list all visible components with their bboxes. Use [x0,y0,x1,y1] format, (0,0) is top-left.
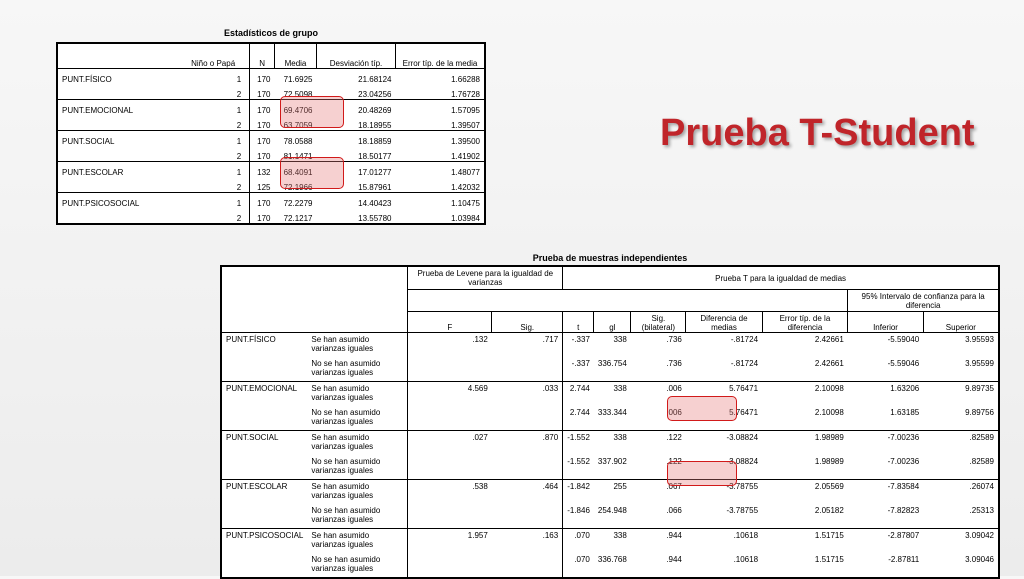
cell-variable [221,455,307,480]
group-statistics-table [56,42,486,225]
cell-sig: .033 [492,382,563,407]
ci-header: 95% Intervalo de confianza para la diferencia [848,290,999,312]
cell-n: 170 [250,193,275,209]
cell-se: 1.48077 [396,162,486,178]
cell-diff: 5.76471 [729,408,759,417]
cell-sd: 21.68124 [317,69,396,85]
cell-f: .027 [408,431,492,456]
cell-sd: 18.18955 [358,121,392,130]
cell-diff: -.81724 [730,359,759,368]
cell-sig2: .006 [631,382,686,407]
table-row [221,357,999,382]
cell-upper: 9.89756 [965,408,994,417]
cell-variable [221,406,307,431]
cell-f: .538 [408,480,492,505]
cell-f: 4.569 [408,382,492,407]
cell-f [408,504,492,529]
cell-mean: 68.4091 [275,162,317,178]
group-statistics-caption: Estadísticos de grupo [223,28,319,38]
cell-assumption: No se han asumido varianzas iguales [307,406,408,431]
cell-se: 1.51715 [814,555,844,564]
col-header-3: gl [594,312,631,333]
cell-t: 2.744 [563,382,594,407]
cell-f [408,406,492,431]
cell-f [408,455,492,480]
table-row [221,504,999,529]
cell-gl: 333.344 [597,408,627,417]
cell-t: -1.842 [563,480,594,505]
independent-samples-caption: Prueba de muestras independientes [532,253,688,263]
slide-title: Prueba T-Student [660,112,975,154]
cell-group: 2 [218,115,250,131]
levene-header: Prueba de Levene para la igualdad de varianzas [408,266,563,290]
col-header-7: Inferior [848,312,923,333]
col-header-1: Sig. [492,312,563,333]
cell-f [408,553,492,578]
cell-se: 2.42661 [762,333,848,358]
cell-assumption: Se han asumido varianzas iguales [307,333,408,358]
cell-t: .070 [574,555,590,564]
col-n: N [250,43,275,69]
col-header-6: Error típ. de la diferencia [762,312,848,333]
cell-se: 1.98989 [762,431,848,456]
cell-lower: -2.87807 [848,529,923,554]
cell-mean: 63.7059 [283,121,313,130]
cell-sig [492,406,563,431]
cell-diff: -3.08824 [726,457,759,466]
cell-lower: 1.63206 [848,382,923,407]
cell-group: 1 [218,162,250,178]
cell-group: 2 [218,146,250,162]
col-header-0: F [408,312,492,333]
cell-se: 1.98989 [814,457,844,466]
cell-t: -1.846 [567,506,590,515]
cell-diff: .10618 [686,529,762,554]
cell-sig2: .944 [666,555,682,564]
cell-upper: 3.09042 [923,529,999,554]
cell-variable: PUNT.ESCOLAR [57,162,218,178]
table-row [57,100,485,116]
cell-mean: 78.0588 [275,131,317,147]
cell-diff: -.81724 [686,333,762,358]
cell-upper: 3.95599 [965,359,994,368]
cell-se: 1.57095 [396,100,486,116]
table-row [221,406,999,431]
cell-n: 170 [250,131,275,147]
col-header-2: t [563,312,594,333]
cell-sig2: .067 [631,480,686,505]
cell-assumption: Se han asumido varianzas iguales [307,431,408,456]
table-row [221,333,999,358]
cell-assumption: No se han asumido varianzas iguales [307,455,408,480]
cell-variable: PUNT.ESCOLAR [221,480,307,505]
cell-variable: PUNT.SOCIAL [221,431,307,456]
cell-gl: 255 [594,480,631,505]
cell-mean: 72.2279 [275,193,317,209]
cell-upper: 3.09046 [965,555,994,564]
cell-sig2: .122 [666,457,682,466]
cell-variable [57,84,218,100]
cell-variable [221,357,307,382]
cell-f: .132 [408,333,492,358]
cell-mean: 72.1966 [283,183,313,192]
cell-sd: 17.01277 [317,162,396,178]
table-row [221,431,999,456]
cell-t: -1.552 [563,431,594,456]
cell-n: 132 [250,162,275,178]
cell-upper: 3.95593 [923,333,999,358]
cell-sd: 23.04256 [358,90,392,99]
cell-se: 1.03984 [451,214,480,223]
header-blank [221,266,408,333]
table-row [221,455,999,480]
cell-variable: PUNT.EMOCIONAL [221,382,307,407]
cell-variable: PUNT.FÍSICO [57,69,218,85]
cell-t: .070 [563,529,594,554]
cell-t: -.337 [563,333,594,358]
cell-mean: 69.4706 [275,100,317,116]
cell-variable [221,553,307,578]
table-row [221,529,999,554]
cell-sig: .870 [492,431,563,456]
cell-gl: 337.902 [597,457,627,466]
cell-assumption: No se han asumido varianzas iguales [307,357,408,382]
table-row [57,84,485,100]
cell-sig2: .736 [631,333,686,358]
cell-gl: 336.754 [597,359,627,368]
cell-n: 170 [257,90,271,99]
cell-n: 170 [257,152,271,161]
ttest-header: Prueba T para la igualdad de medias [563,266,999,290]
cell-sd: 20.48269 [317,100,396,116]
cell-variable [57,146,218,162]
cell-sig [492,357,563,382]
cell-variable [221,504,307,529]
cell-gl: 338 [594,529,631,554]
table-row [57,115,485,131]
cell-sig2: .006 [666,408,682,417]
cell-lower: 1.63185 [890,408,920,417]
cell-sig [492,504,563,529]
cell-assumption: No se han asumido varianzas iguales [307,504,408,529]
col-header-4: Sig. (bilateral) [631,312,686,333]
cell-gl: 254.948 [597,506,627,515]
cell-sig2: .066 [666,506,682,515]
cell-lower: -5.59040 [848,333,923,358]
table-row [57,177,485,193]
cell-sig [492,455,563,480]
cell-sig: .464 [492,480,563,505]
levene-blank [408,290,848,312]
cell-f [408,357,492,382]
cell-mean: 72.5098 [283,90,313,99]
cell-n: 125 [257,183,271,192]
cell-t: -.337 [571,359,590,368]
cell-n: 170 [250,100,275,116]
cell-diff: -3.08824 [686,431,762,456]
cell-se: 1.10475 [396,193,486,209]
cell-lower: -2.87811 [888,555,920,564]
cell-sd: 14.40423 [317,193,396,209]
cell-group: 2 [218,177,250,193]
table-row [57,193,485,209]
cell-upper: .26074 [923,480,999,505]
cell-se: 1.39500 [396,131,486,147]
cell-n: 170 [257,214,271,223]
cell-f: 1.957 [408,529,492,554]
cell-group: 1 [218,193,250,209]
cell-assumption: Se han asumido varianzas iguales [307,529,408,554]
cell-sig: .163 [492,529,563,554]
cell-se: 2.05182 [814,506,844,515]
table-row [221,553,999,578]
cell-gl: 338 [594,431,631,456]
independent-samples-table [220,265,1000,579]
col-header-8: Superior [923,312,999,333]
cell-mean: 72.1217 [283,214,313,223]
cell-sig [492,553,563,578]
col-se: Error típ. de la media [396,43,486,69]
cell-se: 1.66288 [396,69,486,85]
table-row [221,382,999,407]
cell-group: 2 [218,84,250,100]
cell-sig: .717 [492,333,563,358]
cell-lower: -7.00236 [887,457,920,466]
table-row [57,131,485,147]
cell-sig2: .736 [666,359,682,368]
cell-lower: -5.59046 [887,359,920,368]
cell-gl: 336.768 [597,555,627,564]
cell-se: 1.42032 [451,183,480,192]
cell-sd: 18.50177 [358,152,392,161]
cell-group: 1 [218,69,250,85]
cell-gl: 338 [594,333,631,358]
cell-variable: PUNT.EMOCIONAL [57,100,218,116]
cell-lower: -7.83584 [848,480,923,505]
cell-sd: 18.18859 [317,131,396,147]
cell-assumption: No se han asumido varianzas iguales [307,553,408,578]
cell-se: 1.76728 [451,90,480,99]
col-group: Niño o Papá [57,43,250,69]
cell-se: 1.41902 [451,152,480,161]
cell-upper: .82589 [969,457,994,466]
cell-assumption: Se han asumido varianzas iguales [307,382,408,407]
col-mean: Media [275,43,317,69]
cell-diff: .10618 [733,555,759,564]
table-row [221,480,999,505]
cell-t: -1.552 [567,457,590,466]
cell-se: 1.51715 [762,529,848,554]
cell-sd: 15.87961 [358,183,392,192]
cell-se: 1.39507 [451,121,480,130]
cell-lower: -7.82823 [887,506,920,515]
cell-variable [57,208,218,224]
cell-se: 2.10098 [814,408,844,417]
cell-n: 170 [257,121,271,130]
cell-sd: 13.55780 [358,214,392,223]
table-row [57,69,485,85]
col-header-5: Diferencia de medias [686,312,762,333]
cell-upper: .82589 [923,431,999,456]
table-row [57,208,485,224]
cell-n: 170 [250,69,275,85]
cell-sig2: .944 [631,529,686,554]
cell-lower: -7.00236 [848,431,923,456]
cell-se: 2.10098 [762,382,848,407]
cell-sig2: .122 [631,431,686,456]
cell-variable: PUNT.PSICOSOCIAL [221,529,307,554]
cell-diff: -3.78755 [686,480,762,505]
table-row [57,162,485,178]
cell-variable: PUNT.FÍSICO [221,333,307,358]
cell-group: 1 [218,100,250,116]
cell-group: 1 [218,131,250,147]
cell-group: 2 [218,208,250,224]
cell-se: 2.42661 [814,359,844,368]
cell-diff: 5.76471 [686,382,762,407]
table-row [57,146,485,162]
col-sd: Desviación típ. [317,43,396,69]
cell-upper: .25313 [969,506,994,515]
cell-diff: -3.78755 [726,506,759,515]
cell-gl: 338 [594,382,631,407]
cell-t: 2.744 [569,408,590,417]
cell-assumption: Se han asumido varianzas iguales [307,480,408,505]
cell-upper: 9.89735 [923,382,999,407]
cell-mean: 71.6925 [275,69,317,85]
cell-se: 2.05569 [762,480,848,505]
cell-variable: PUNT.PSICOSOCIAL [57,193,218,209]
cell-variable [57,115,218,131]
cell-variable: PUNT.SOCIAL [57,131,218,147]
cell-mean: 81.1471 [283,152,313,161]
cell-variable [57,177,218,193]
